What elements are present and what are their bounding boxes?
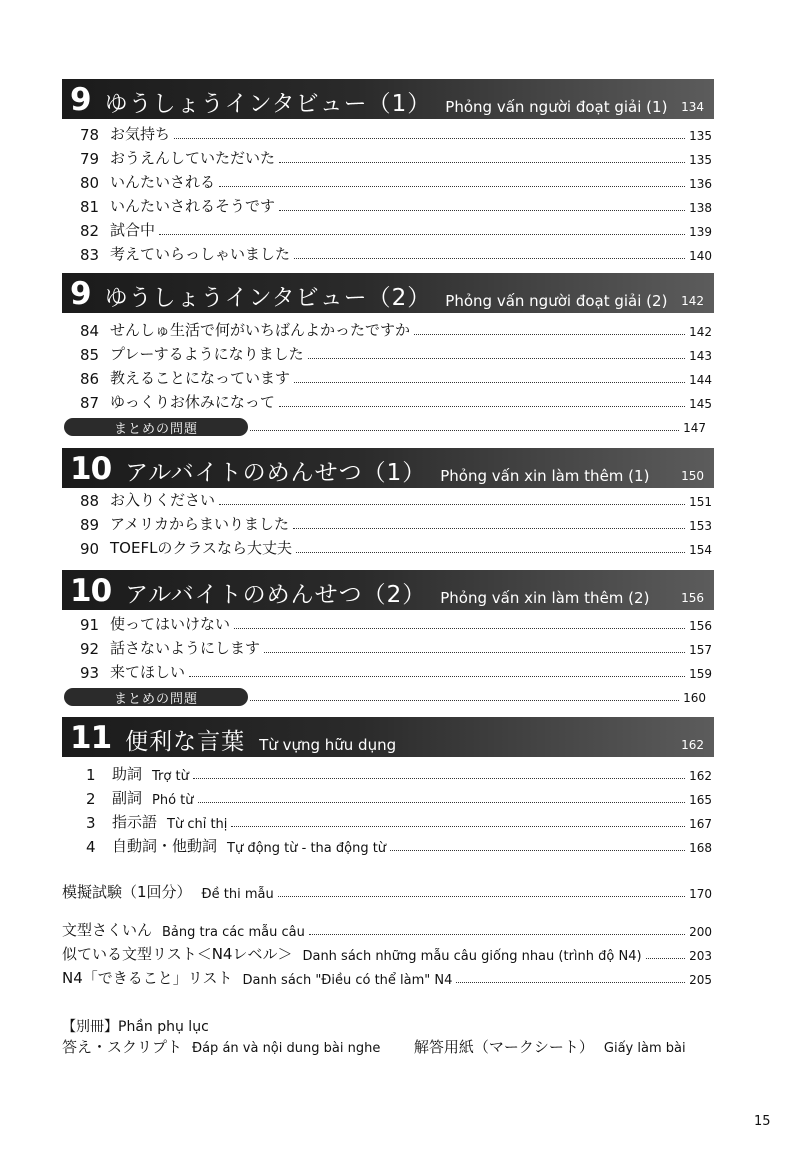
entry-title: おうえんしていただいた xyxy=(110,149,276,167)
dot-leader xyxy=(250,700,679,701)
chapter-title-vi: Phỏng vấn xin làm thêm (2) xyxy=(440,589,650,607)
dot-leader xyxy=(646,958,686,959)
entry-page: 135 xyxy=(689,129,712,143)
entry-title: ゆっくりお休みになって xyxy=(110,393,275,411)
entry-page: 139 xyxy=(689,225,712,239)
toc-entry[interactable] xyxy=(80,170,712,192)
dot-leader xyxy=(174,138,685,139)
entry-number: 89 xyxy=(80,516,100,534)
chapter-page: 142 xyxy=(681,294,704,308)
toc-entry[interactable] xyxy=(80,122,712,144)
entry-title: 使ってはいけない xyxy=(110,615,231,633)
entry-page: 156 xyxy=(689,619,712,633)
toc-entry[interactable] xyxy=(80,488,712,510)
toc-entry[interactable] xyxy=(80,146,712,168)
entry-number: 78 xyxy=(80,126,100,144)
entry-page: 154 xyxy=(689,543,712,557)
toc-entry[interactable] xyxy=(80,660,712,682)
entry-title-vi: Trợ từ xyxy=(152,769,189,784)
dot-leader xyxy=(293,528,685,529)
entry-number: 86 xyxy=(80,370,100,388)
entry-number: 81 xyxy=(80,198,100,216)
entry-page: 144 xyxy=(689,373,712,387)
entry-number: 91 xyxy=(80,616,100,634)
entry-page: 140 xyxy=(689,249,712,263)
toc-extra-entry[interactable] xyxy=(62,964,712,988)
toc-entry[interactable] xyxy=(80,342,712,364)
entry-number: 93 xyxy=(80,664,100,682)
entry-page: 147 xyxy=(683,421,706,435)
entry-title-vi: Phó từ xyxy=(152,793,194,808)
entry-page: 143 xyxy=(689,349,712,363)
entry-number: 82 xyxy=(80,222,100,240)
chapter-title-vi: Phỏng vấn người đoạt giải (2) xyxy=(445,292,668,310)
chapter-number: 10 xyxy=(70,451,112,487)
entry-title: 文型さくいん xyxy=(62,921,153,939)
entry-number: 88 xyxy=(80,492,100,510)
entry-title: 来てほしい xyxy=(110,663,186,681)
dot-leader xyxy=(193,778,685,779)
toc-entry[interactable] xyxy=(80,786,712,808)
chapter-title-vi: Phỏng vấn xin làm thêm (1) xyxy=(440,467,650,485)
entry-title: 試合中 xyxy=(110,221,156,239)
toc-entry[interactable] xyxy=(80,512,712,534)
review-badge[interactable]: まとめの問題 xyxy=(64,688,248,706)
entry-title: せんしゅ生活で何がいちばんよかったですか xyxy=(110,321,411,339)
entry-page: 200 xyxy=(689,925,712,939)
entry-title: 教えることになっています xyxy=(110,369,291,387)
review-badge[interactable]: まとめの問題 xyxy=(64,418,248,436)
entry-title: 助詞 xyxy=(112,765,143,783)
dot-leader xyxy=(234,628,685,629)
toc-entry[interactable] xyxy=(80,390,712,412)
dot-leader xyxy=(294,382,685,383)
dot-leader xyxy=(250,430,679,431)
dot-leader xyxy=(278,896,685,897)
entry-title-vi: Từ chỉ thị xyxy=(167,817,228,832)
review-entry xyxy=(250,414,706,436)
entry-page: 136 xyxy=(689,177,712,191)
toc-entry[interactable] xyxy=(80,762,712,784)
entry-page: 162 xyxy=(689,769,712,783)
entry-title: いんたいされる xyxy=(110,173,216,191)
entry-number: 84 xyxy=(80,322,100,340)
chapter-title-jp: アルバイトのめんせつ（1） xyxy=(125,459,427,486)
annex-items xyxy=(62,1036,712,1057)
chapter-number: 10 xyxy=(70,573,112,609)
toc-extra-entry[interactable] xyxy=(62,878,712,902)
entry-title: 指示語 xyxy=(112,813,158,831)
entry-page: 167 xyxy=(689,817,712,831)
entry-title: N4「できること」リスト xyxy=(62,969,233,987)
chapter-header xyxy=(62,448,714,488)
entry-title-vi: Bảng tra các mẫu câu xyxy=(162,925,305,940)
chapter-title-jp: 便利な言葉 xyxy=(125,728,246,755)
entry-title: 考えていらっしゃいました xyxy=(110,245,291,263)
entry-number: 92 xyxy=(80,640,100,658)
toc-entry[interactable] xyxy=(80,218,712,240)
dot-leader xyxy=(264,652,685,653)
dot-leader xyxy=(189,676,685,677)
toc-entry[interactable] xyxy=(80,242,712,264)
toc-entry[interactable] xyxy=(80,536,712,558)
chapter-title-jp: ゆうしょうインタビュー（1） xyxy=(104,90,432,117)
dot-leader xyxy=(390,850,685,851)
toc-entry[interactable] xyxy=(80,810,712,832)
dot-leader xyxy=(159,234,685,235)
entry-number: 3 xyxy=(86,814,96,832)
dot-leader xyxy=(219,504,685,505)
entry-title-vi: Danh sách những mẫu câu giống nhau (trình độ N4) xyxy=(302,949,642,964)
entry-title: TOEFLのクラスなら大丈夫 xyxy=(110,539,292,557)
toc-extra-entry[interactable] xyxy=(62,940,712,964)
dot-leader xyxy=(296,552,685,553)
entry-page: 159 xyxy=(689,667,712,681)
chapter-title-vi: Từ vựng hữu dụng xyxy=(259,736,397,754)
entry-number: 83 xyxy=(80,246,100,264)
page-number: 15 xyxy=(754,1114,771,1129)
entry-page: 170 xyxy=(689,887,712,901)
entry-title: プレーするようになりました xyxy=(110,345,304,363)
entry-title: いんたいされるそうです xyxy=(110,197,276,215)
entry-number: 79 xyxy=(80,150,100,168)
toc-entry[interactable] xyxy=(80,636,712,658)
entry-number: 85 xyxy=(80,346,100,364)
toc-entry[interactable] xyxy=(80,194,712,216)
toc-entry[interactable] xyxy=(80,834,712,856)
annex-heading-vi: Phần phụ lục xyxy=(118,1019,209,1035)
annex-item-vi: Đáp án và nội dung bài nghe xyxy=(192,1041,381,1056)
annex-item-jp: 解答用紙（マークシート） xyxy=(413,1038,594,1056)
chapter-page: 156 xyxy=(681,591,704,605)
entry-number: 90 xyxy=(80,540,100,558)
entry-title: お入りください xyxy=(110,491,216,509)
review-entry xyxy=(250,684,706,706)
dot-leader xyxy=(414,334,685,335)
entry-title-vi: Tự động từ - tha động từ xyxy=(227,841,387,856)
chapter-header xyxy=(62,79,714,119)
entry-title: アメリカからまいりました xyxy=(110,515,289,533)
dot-leader xyxy=(231,826,685,827)
dot-leader xyxy=(279,406,685,407)
entry-page: 135 xyxy=(689,153,712,167)
entry-title: 自動詞・他動詞 xyxy=(112,837,218,855)
entry-title: 似ている文型リスト＜N4レベル＞ xyxy=(62,945,293,963)
annex-item-vi: Giấy làm bài xyxy=(603,1041,686,1056)
entry-title-vi: Danh sách "Điều có thể làm" N4 xyxy=(242,973,453,988)
entry-number: 80 xyxy=(80,174,100,192)
entry-title: 模擬試験（1回分） xyxy=(62,883,192,901)
annex-heading xyxy=(62,1016,209,1036)
entry-page: 157 xyxy=(689,643,712,657)
entry-title-vi: Đề thi mẫu xyxy=(201,887,274,902)
chapter-title-vi: Phỏng vấn người đoạt giải (1) xyxy=(445,98,668,116)
dot-leader xyxy=(309,934,685,935)
entry-page: 205 xyxy=(689,973,712,987)
entry-page: 138 xyxy=(689,201,712,215)
entry-page: 151 xyxy=(689,495,712,509)
entry-number: 87 xyxy=(80,394,100,412)
chapter-number: 9 xyxy=(70,276,91,312)
entry-page: 153 xyxy=(689,519,712,533)
entry-number: 4 xyxy=(86,838,96,856)
toc-entry[interactable] xyxy=(80,366,712,388)
chapter-header xyxy=(62,717,714,757)
entry-number: 1 xyxy=(86,766,96,784)
entry-page: 203 xyxy=(689,949,712,963)
dot-leader xyxy=(456,982,685,983)
dot-leader xyxy=(198,802,686,803)
chapter-page: 162 xyxy=(681,738,704,752)
entry-title: 副詞 xyxy=(112,789,143,807)
chapter-number: 11 xyxy=(70,720,112,756)
toc-entry[interactable] xyxy=(80,318,712,340)
entry-page: 165 xyxy=(689,793,712,807)
entry-title: お気持ち xyxy=(110,125,171,143)
entry-page: 160 xyxy=(683,691,706,705)
chapter-page: 150 xyxy=(681,469,704,483)
entry-page: 142 xyxy=(689,325,712,339)
chapter-number: 9 xyxy=(70,82,91,118)
chapter-title-jp: ゆうしょうインタビュー（2） xyxy=(104,284,432,311)
entry-title: 話さないようにします xyxy=(110,639,261,657)
chapter-header xyxy=(62,570,714,610)
dot-leader xyxy=(308,358,685,359)
entry-page: 145 xyxy=(689,397,712,411)
annex-heading-jp: 【別冊】 xyxy=(62,1019,118,1035)
chapter-page: 134 xyxy=(681,100,704,114)
annex-item-jp: 答え・スクリプト xyxy=(62,1038,183,1056)
dot-leader xyxy=(219,186,685,187)
dot-leader xyxy=(294,258,685,259)
dot-leader xyxy=(279,162,685,163)
toc-extra-entry[interactable] xyxy=(62,916,712,940)
chapter-title-jp: アルバイトのめんせつ（2） xyxy=(125,581,427,608)
entry-number: 2 xyxy=(86,790,96,808)
toc-entry[interactable] xyxy=(80,612,712,634)
entry-page: 168 xyxy=(689,841,712,855)
dot-leader xyxy=(279,210,685,211)
chapter-header xyxy=(62,273,714,313)
